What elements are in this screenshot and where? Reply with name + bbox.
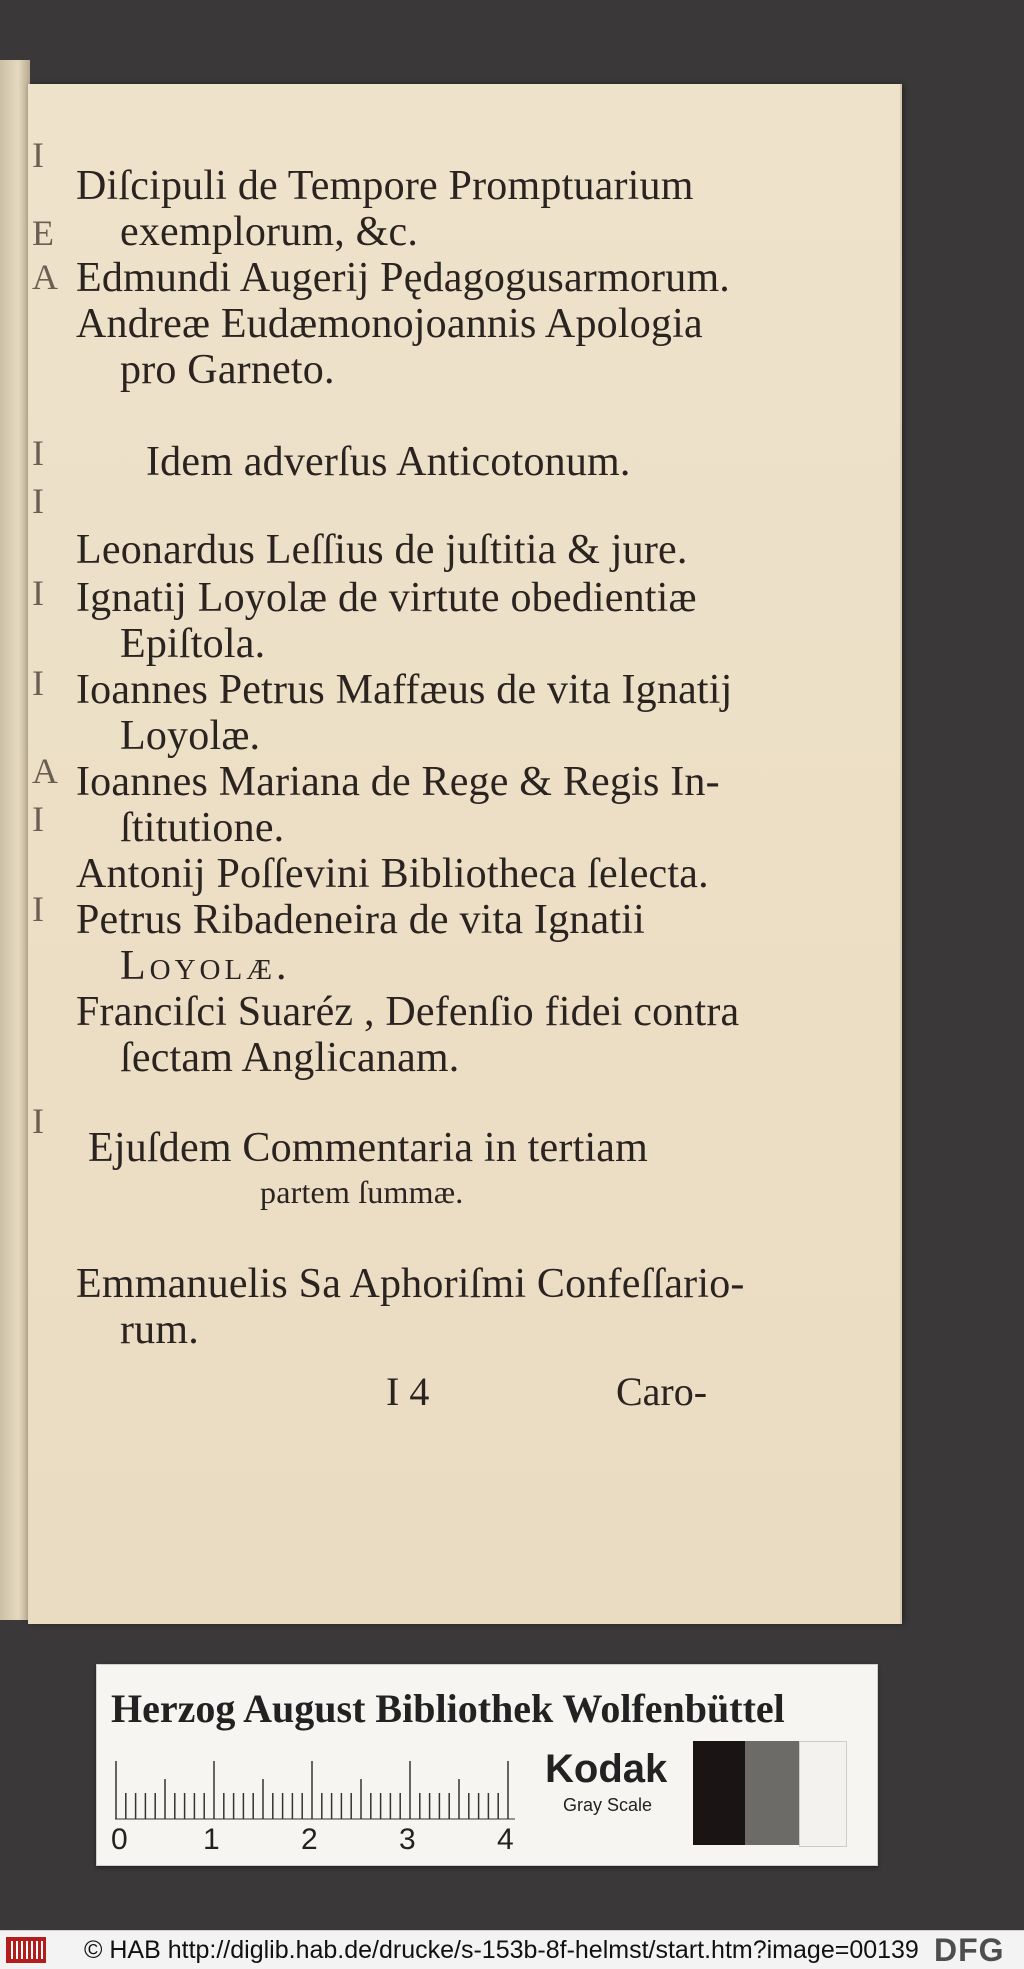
margin-mark: I xyxy=(32,799,44,839)
catchword: Caro- xyxy=(616,1369,708,1414)
footer-bar xyxy=(0,1930,1024,1969)
margin-mark: A xyxy=(32,257,58,297)
text-line: Edmundi Augerij Pędagogusarmorum. xyxy=(76,255,731,301)
text-line: Loyolæ. xyxy=(120,943,291,989)
margin-mark: I xyxy=(32,573,44,613)
book-page xyxy=(28,84,902,1624)
library-title: Herzog August Bibliothek Wolfenbüttel xyxy=(111,1686,785,1731)
text-line: ſectam Anglicanam. xyxy=(120,1035,460,1081)
ruler-number: 2 xyxy=(301,1823,318,1856)
margin-mark: I xyxy=(32,663,44,703)
text-line: rum. xyxy=(120,1307,199,1353)
dfg-logo: DFG xyxy=(934,1932,1005,1968)
gray-scale-label: Gray Scale xyxy=(563,1795,653,1815)
ruler-scale xyxy=(115,1761,515,1821)
text-line: pro Garneto. xyxy=(120,347,335,393)
text-line: Idem adverſus Anticotonum. xyxy=(146,439,631,485)
text-line: Diſcipuli de Tempore Promptuarium xyxy=(76,163,694,209)
white-swatch xyxy=(799,1741,847,1847)
previous-page-edge xyxy=(0,60,30,1620)
signature-mark: I 4 xyxy=(386,1369,430,1414)
kodak-logo: Kodak xyxy=(545,1747,668,1791)
margin-mark: I xyxy=(32,889,44,929)
text-line: Franciſci Suaréz , Defenſio fidei contra xyxy=(76,989,740,1035)
hab-logo-icon xyxy=(6,1937,46,1963)
margin-mark: A xyxy=(32,751,58,791)
gray-swatch xyxy=(745,1741,799,1845)
ruler-number: 0 xyxy=(111,1823,128,1856)
text-line: Ioannes Mariana de Rege & Regis In- xyxy=(76,759,720,805)
text-line: Antonij Poſſevini Bibliotheca ſelecta. xyxy=(76,851,709,897)
margin-marks xyxy=(28,84,58,1484)
text-line: ſtitutione. xyxy=(120,805,285,851)
ruler-numbers xyxy=(111,1823,531,1857)
text-line: Ignatij Loyolæ de virtute obedientiæ xyxy=(76,575,697,621)
ruler-number: 1 xyxy=(203,1823,220,1856)
margin-mark: I xyxy=(32,433,44,473)
text-line: Emmanuelis Sa Aphoriſmi Confeſſario- xyxy=(76,1261,745,1307)
text-line: Ejuſdem Commentaria in tertiam xyxy=(88,1125,649,1171)
text-line: Andreæ Eudæmonojoannis Apologia xyxy=(76,301,703,347)
text-line: Ioannes Petrus Maffæus de vita Ignatij xyxy=(76,667,733,713)
text-line: Loyolæ. xyxy=(120,713,261,759)
text-line: partem ſummæ. xyxy=(260,1174,464,1210)
text-line: exemplorum, &c. xyxy=(120,209,419,255)
text-line: Leonardus Leſſius de juſtitia & jure. xyxy=(76,527,688,573)
source-url[interactable]: © HAB http://diglib.hab.de/drucke/s-153b-8f-helmst/start.htm?image=00139 xyxy=(84,1936,919,1964)
margin-mark: I xyxy=(32,135,44,175)
color-calibration-card xyxy=(96,1664,878,1866)
ruler-number: 4 xyxy=(497,1823,514,1856)
text-line: Epiſtola. xyxy=(120,621,266,667)
margin-mark: I xyxy=(32,481,44,521)
margin-mark: E xyxy=(32,213,54,253)
margin-mark: I xyxy=(32,1101,44,1141)
black-swatch xyxy=(693,1741,745,1845)
ruler-number: 3 xyxy=(399,1823,416,1856)
text-line: Petrus Ribadeneira de vita Ignatii xyxy=(76,897,645,943)
